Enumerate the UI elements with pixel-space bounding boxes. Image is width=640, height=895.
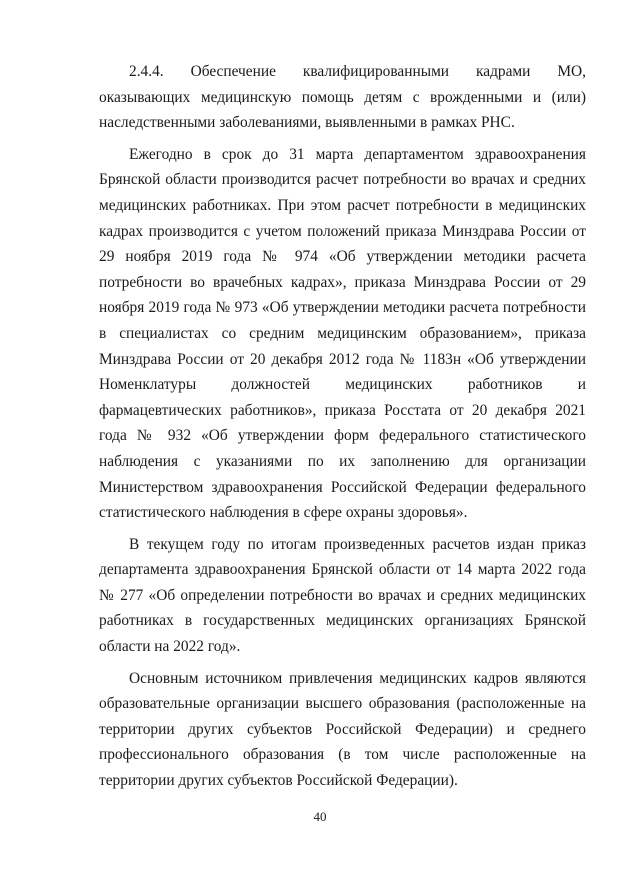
body-paragraph: Ежегодно в срок до 31 марта департаментом здравоохранения Брянской области производится расчет потребности во врачах и средних медицинских работниках. При этом расчет потребности в медицинских кадрах производится с учетом положений приказа Минздрава России от 29 ноября 2019 года № 974 «Об утверждении методики расчета потребности во врачебных кадрах», приказа Минздрава России от 29 ноября 2019 года № 973 «Об утверждении методики расчета потребности в специалистах со средним медицинским образованием», приказа Минздрава России от 20 декабря 2012 года № 1183н «Об утверждении Номенклатуры должностей медицинских работников и фармацевтических работников», приказа Росстата от 20 декабря 2021 года № 932 «Об утверждении форм федерального статистического наблюдения с указаниями по их заполнению для организации Министерством здравоохранения Российской Федерации федерального статистического наблюдения в сфере охраны здоровья». <box>99 145 586 522</box>
body-paragraph: Основным источником привлечения медицинских кадров являются образовательные организации высшего образования (расположенные на территории других субъектов Российской Федерации) и среднего профессионального образования (в том числе расположенные на территории других субъектов Российской Федерации). <box>99 669 586 790</box>
body-paragraph: В текущем году по итогам произведенных расчетов издан приказ департамента здравоохранения Брянской области от 14 марта 2022 года № 277 «Об определении потребности во врачах и средних медицинских работниках в государственных медицинских организациях Брянской области на 2022 год». <box>99 535 586 656</box>
section-heading-paragraph: 2.4.4. Обеспечение квалифицированными кадрами МО, оказывающих медицинскую помощь детям с врожденными и (или) наследственными заболеваниями, выявленными в рамках РНС. <box>99 63 586 132</box>
document-body <box>99 59 586 794</box>
page-number: 40 <box>313 809 327 824</box>
